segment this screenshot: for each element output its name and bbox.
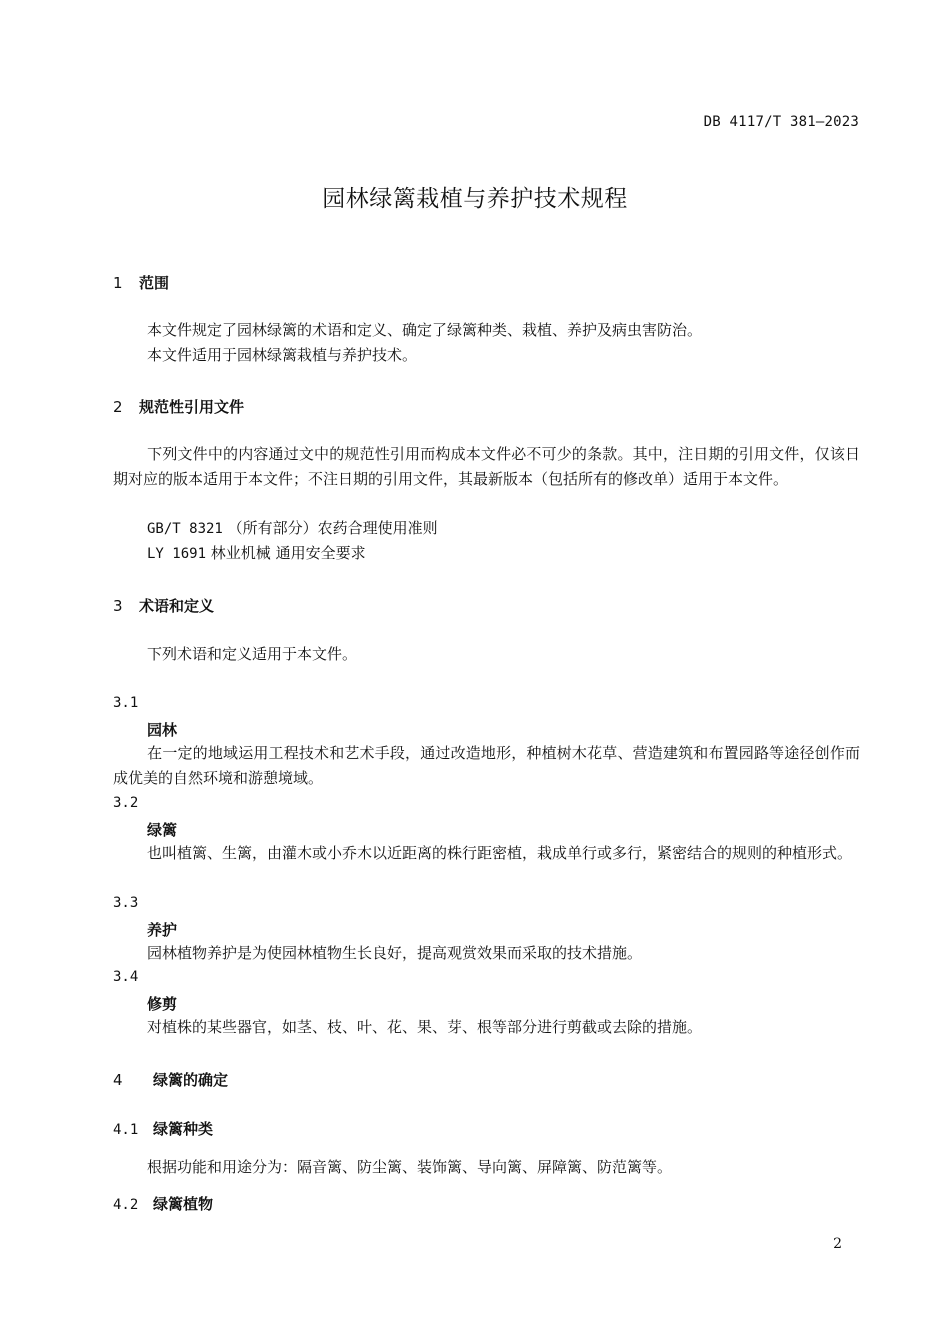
definition-text: 在一定的地域运用工程技术和艺术手段，通过改造地形，种植树木花草、营造建筑和布置园路等途径创作而成优美的自然环境和游憩境域。 bbox=[113, 744, 860, 787]
paragraph bbox=[113, 442, 860, 492]
term-name: 养护 bbox=[147, 921, 178, 939]
paragraph-text: 根据功能和用途分为：隔音篱、防尘篱、装饰篱、导向篱、屏障篱、防范篱等。 bbox=[147, 1158, 673, 1176]
section-number: 3 bbox=[113, 597, 123, 615]
section-title: 规范性引用文件 bbox=[139, 398, 245, 416]
term-name: 园林 bbox=[147, 721, 178, 739]
subsection-number: 4.2 bbox=[113, 1197, 139, 1213]
page-number: 2 bbox=[833, 1236, 842, 1252]
section-title: 范围 bbox=[139, 274, 170, 292]
paragraph-text: 本文件规定了园林绿篱的术语和定义、确定了绿篱种类、栽植、养护及病虫害防治。 bbox=[147, 321, 703, 339]
paragraph-text: 下列术语和定义适用于本文件。 bbox=[147, 645, 358, 663]
paragraph bbox=[113, 1155, 860, 1180]
reference-code: LY 1691 bbox=[147, 546, 207, 562]
paragraph bbox=[113, 343, 860, 368]
term-number: 3.2 bbox=[113, 795, 139, 811]
section-1-heading bbox=[113, 272, 169, 293]
section-3-heading bbox=[113, 595, 214, 616]
term-name: 绿篱 bbox=[147, 821, 178, 839]
definition-text: 园林植物养护是为使园林植物生长良好，提高观赏效果而采取的技术措施。 bbox=[147, 944, 643, 962]
section-4-heading bbox=[113, 1069, 228, 1090]
reference-title: 林业机械 通用安全要求 bbox=[210, 544, 366, 562]
subsection-4-2-heading bbox=[113, 1193, 213, 1214]
term-definition bbox=[113, 941, 860, 966]
paragraph bbox=[113, 642, 860, 667]
section-number: 2 bbox=[113, 398, 123, 416]
normative-reference bbox=[147, 517, 438, 538]
document-title: 园林绿篱栽植与养护技术规程 bbox=[322, 186, 628, 212]
reference-code: GB/T 8321 bbox=[147, 521, 223, 537]
document-number: DB 4117/T 381—2023 bbox=[703, 114, 859, 130]
term-definition bbox=[113, 841, 860, 866]
section-number: 4 bbox=[113, 1071, 123, 1089]
subsection-title: 绿篱种类 bbox=[153, 1120, 214, 1138]
term-definition bbox=[113, 1015, 860, 1040]
definition-text: 也叫植篱、生篱，由灌木或小乔木以近距离的株行距密植，栽成单行或多行，紧密结合的规则的种植形式。 bbox=[147, 844, 853, 862]
paragraph bbox=[113, 318, 860, 343]
section-title: 术语和定义 bbox=[139, 597, 215, 615]
subsection-title: 绿篱植物 bbox=[153, 1195, 214, 1213]
section-title: 绿篱的确定 bbox=[153, 1071, 229, 1089]
term-name: 修剪 bbox=[147, 995, 178, 1013]
term-number: 3.3 bbox=[113, 895, 139, 911]
paragraph-text: 本文件适用于园林绿篱栽植与养护技术。 bbox=[147, 346, 418, 364]
subsection-number: 4.1 bbox=[113, 1122, 139, 1138]
term-definition bbox=[113, 741, 860, 791]
paragraph-text: 下列文件中的内容通过文中的规范性引用而构成本文件必不可少的条款。其中，注日期的引用文件，仅该日期对应的版本适用于本文件；不注日期的引用文件，其最新版本（包括所有的修改单）适用于本文件。 bbox=[113, 445, 860, 488]
term-number: 3.1 bbox=[113, 695, 139, 711]
reference-title: （所有部分）农药合理使用准则 bbox=[227, 519, 438, 537]
subsection-4-1-heading bbox=[113, 1118, 213, 1139]
section-2-heading bbox=[113, 396, 244, 417]
normative-reference bbox=[147, 542, 366, 563]
definition-text: 对植株的某些器官，如茎、枝、叶、花、果、芽、根等部分进行剪截或去除的措施。 bbox=[147, 1018, 703, 1036]
term-number: 3.4 bbox=[113, 969, 139, 985]
section-number: 1 bbox=[113, 274, 123, 292]
